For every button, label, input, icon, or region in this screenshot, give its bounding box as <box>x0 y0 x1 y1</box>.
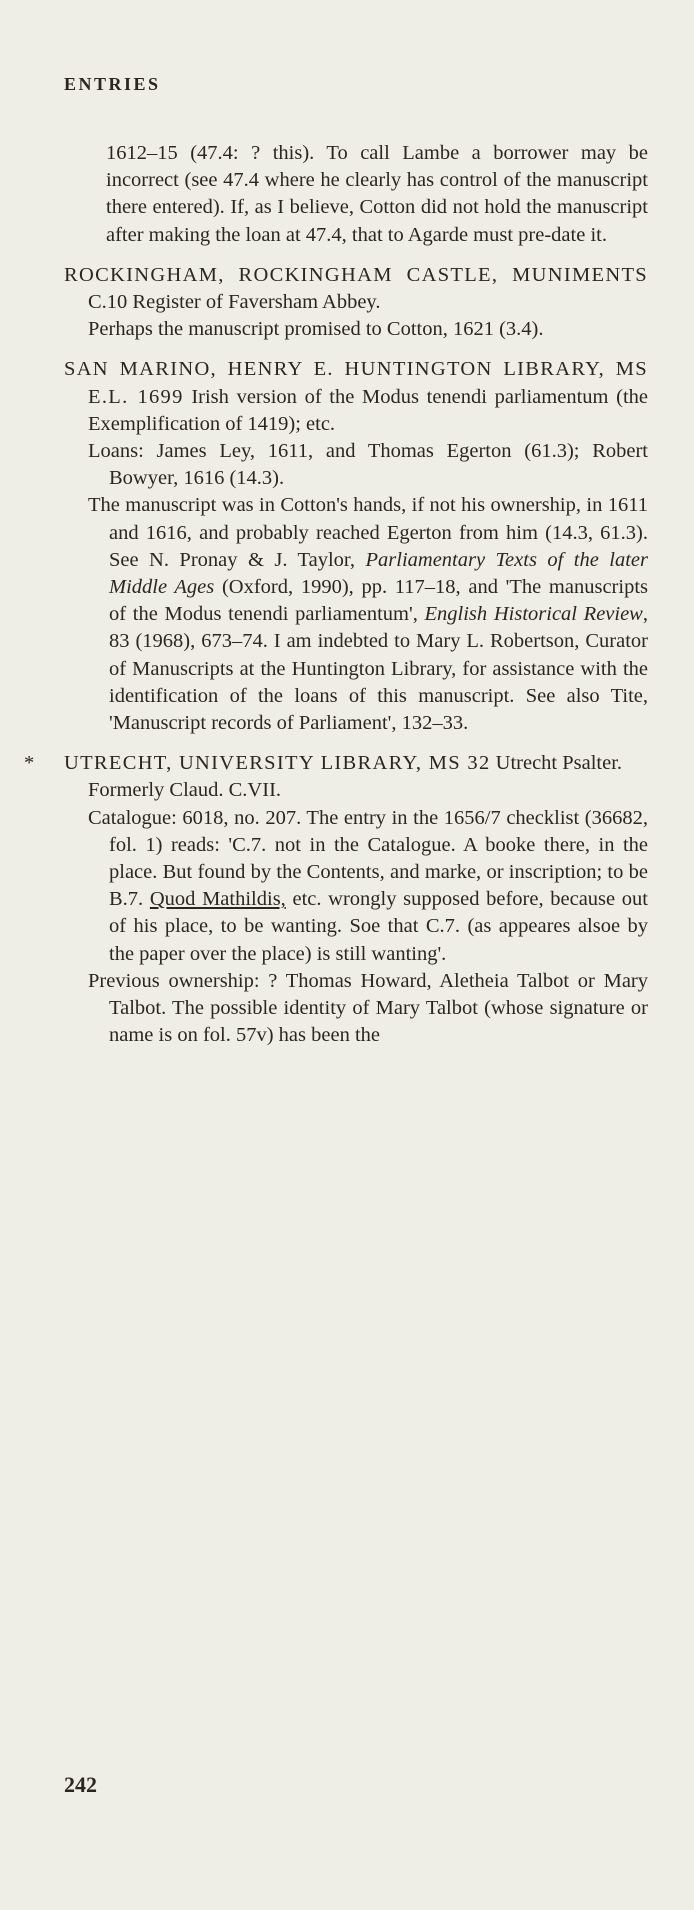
journal-title: English Historical Review <box>424 603 643 626</box>
book-title: Parliamentary Texts of the later Middle Ages <box>109 548 648 599</box>
entry-rockingham <box>64 262 648 344</box>
note-text: Catalogue: 6018, no. 207. The entry in the 1656/7 checklist (36682, fol. 1) reads: 'C.7. not in the Catalogue. A booke there, in the place. But found by the Contents, and marke, or inscription; to be B.7. <box>88 806 648 911</box>
continuation-paragraph: 1612–15 (47.4: ? this). To call Lambe a borrower may be incorrect (see 47.4 where he clearly has control of the manuscript there entered). If, as I believe, Cotton did not hold the manuscript after making the loan at 47.4, that to Agarde must pre-date it. <box>106 142 648 246</box>
entry-utrecht <box>24 750 648 1049</box>
note-text: The manuscript was in Cotton's hands, if not his ownership, in 1611 and 1616, and probably reached Egerton from him (14.3, 61.3). See N. Pronay & J. Taylor, <box>88 494 648 571</box>
entry-heading: ROCKINGHAM, ROCKINGHAM CASTLE, MUNIMENTS <box>64 263 648 286</box>
entry-note-loans: Loans: James Ley, 1611, and Thomas Egerton (61.3); Robert Bowyer, 1616 (14.3). <box>88 440 648 490</box>
page-body <box>24 140 648 1050</box>
note-text: etc. wrongly supposed before, because out of his place, to be wanting. Soe that C.7. (as appeares alsoe by the paper over the place) is still wanting'. <box>109 888 648 965</box>
entry-note-discussion <box>88 492 648 737</box>
entry-heading-paragraph: * UTRECHT, UNIVERSITY LIBRARY, MS 32 Utrecht Psalter. <box>24 752 623 775</box>
note-text: (Oxford, 1990), pp. 117–18, and 'The manuscripts of the Modus tenendi parliamentum', <box>109 576 648 626</box>
entry-heading-paragraph <box>64 356 648 438</box>
note-text: , 83 (1968), 673–74. I am indebted to Mary L. Robertson, Curator of Manuscripts at the Huntington Library, for assistance with the identification of the loans of this manuscript. See also Tite, 'Manuscript records of Parliament', 132–33. <box>109 603 648 735</box>
entry-heading-paragraph <box>64 262 648 316</box>
page-number: 242 <box>64 1772 97 1797</box>
entry-san-marino <box>64 356 648 737</box>
running-head: ENTRIES <box>64 74 161 94</box>
entry-heading: UTRECHT, UNIVERSITY LIBRARY, MS 32 <box>64 752 491 775</box>
entry-note-formerly: Formerly Claud. C.VII. <box>88 779 282 802</box>
entry-note: Perhaps the manuscript promised to Cotton, 1621 (3.4). <box>88 318 544 341</box>
entry-description: Irish version of the Modus tenendi parliamentum (the Exemplification of 1419); etc. <box>88 385 648 435</box>
entry-description: Utrecht Psalter. <box>495 752 623 775</box>
entry-description: C.10 Register of Faversham Abbey. <box>88 291 381 314</box>
entry-note-ownership: Previous ownership: ? Thomas Howard, Aletheia Talbot or Mary Talbot. The possible identity of Mary Talbot (whose signature or name is on fol. 57v) has been the <box>88 969 648 1047</box>
entry-note-catalogue <box>88 805 648 968</box>
underlined-quote: Quod Mathildis, <box>149 888 286 911</box>
entry-heading: SAN MARINO, HENRY E. HUNTINGTON LIBRARY, MS E.L. 1699 <box>64 358 648 408</box>
